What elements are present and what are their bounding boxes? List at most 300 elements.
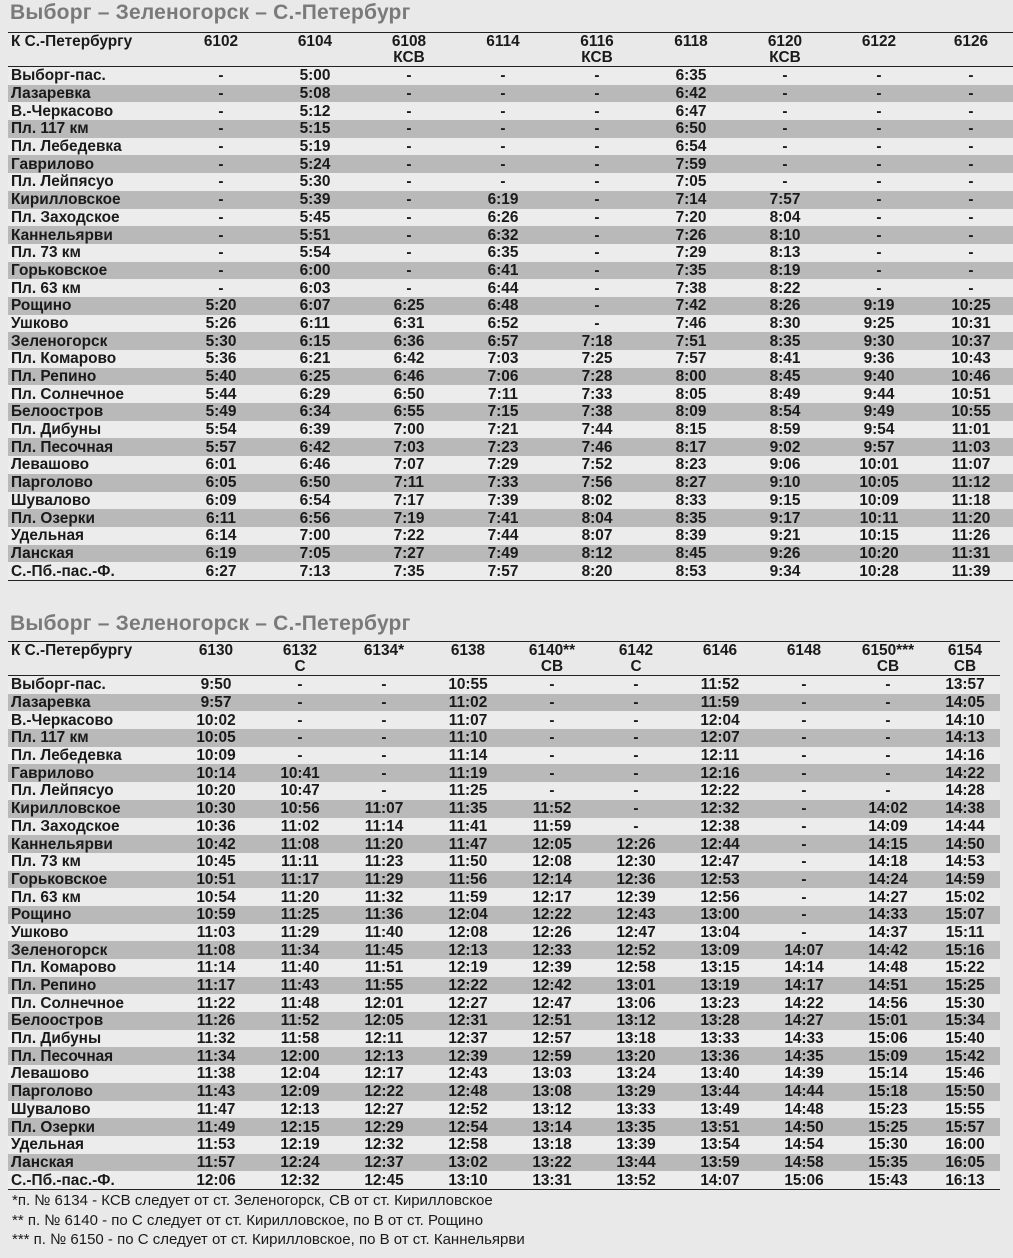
- train-number: 6118: [674, 33, 708, 50]
- station-row: [8, 155, 1013, 173]
- departure-time: -: [549, 711, 555, 729]
- departure-time: -: [381, 782, 387, 800]
- departure-time: 8:04: [581, 509, 613, 527]
- departure-time: 12:45: [364, 1171, 404, 1189]
- station-row: [8, 527, 1013, 545]
- departure-time: 6:42: [299, 438, 331, 456]
- departure-time: 14:07: [700, 1171, 740, 1189]
- departure-time: 6:46: [299, 456, 331, 474]
- departure-time: -: [406, 120, 412, 138]
- departure-time: 14:51: [868, 977, 908, 995]
- departure-time: 12:13: [280, 1100, 320, 1118]
- departure-time: 9:36: [863, 350, 895, 368]
- station-row: [8, 871, 1000, 889]
- train-number-header: [678, 642, 762, 676]
- departure-time: 11:29: [364, 870, 404, 888]
- departure-time: 14:18: [868, 853, 908, 871]
- departure-time: 12:48: [448, 1083, 488, 1101]
- departure-time: 11:18: [951, 491, 991, 509]
- station-row: [8, 562, 1013, 580]
- train-number: 6126: [953, 33, 989, 50]
- departure-time: 8:23: [675, 456, 707, 474]
- footnotes: [12, 1191, 525, 1250]
- departure-time: 12:30: [616, 853, 656, 871]
- station-row: [8, 332, 1013, 350]
- station-row: [8, 438, 1013, 456]
- departure-time: 7:49: [487, 544, 519, 562]
- departure-time: 13:09: [700, 941, 740, 959]
- departure-time: 13:12: [616, 1012, 656, 1030]
- departure-time: 14:14: [784, 959, 824, 977]
- departure-time: 8:02: [581, 491, 613, 509]
- departure-time: -: [218, 67, 224, 85]
- departure-time: 14:42: [868, 941, 908, 959]
- departure-time: -: [876, 244, 882, 262]
- departure-time: 14:54: [784, 1136, 824, 1154]
- station-row: [8, 853, 1000, 871]
- departure-time: 12:04: [448, 906, 488, 924]
- departure-time: 7:33: [581, 385, 613, 403]
- station-name: Пл. Заходское: [11, 208, 120, 226]
- departure-time: 15:18: [868, 1083, 908, 1101]
- departure-time: 9:49: [863, 403, 895, 421]
- departure-time: 13:54: [700, 1136, 740, 1154]
- departure-time: 11:59: [532, 817, 572, 835]
- departure-time: 10:54: [196, 888, 236, 906]
- departure-time: 7:06: [487, 368, 519, 386]
- departure-time: -: [801, 729, 807, 747]
- station-name: Белоостров: [11, 1012, 104, 1030]
- departure-time: 11:10: [448, 729, 488, 747]
- station-name: С.-Пб.-пас.-Ф.: [11, 562, 115, 580]
- station-row: [8, 1065, 1000, 1083]
- departure-time: -: [782, 85, 788, 103]
- departure-time: 12:37: [364, 1153, 404, 1171]
- departure-time: 6:07: [299, 297, 331, 315]
- departure-time: -: [633, 800, 639, 818]
- departure-time: 6:35: [675, 67, 707, 85]
- departure-time: 11:17: [196, 977, 236, 995]
- departure-time: 5:36: [205, 350, 237, 368]
- departure-time: 12:43: [448, 1065, 488, 1083]
- station-name: Пл. Репино: [11, 368, 97, 386]
- departure-time: 12:06: [196, 1171, 236, 1189]
- departure-time: 12:32: [280, 1171, 320, 1189]
- departure-time: 13:31: [532, 1171, 572, 1189]
- departure-time: 7:44: [581, 421, 613, 439]
- station-name: Выборг-пас.: [11, 67, 106, 85]
- station-name: Зеленогорск: [11, 941, 108, 959]
- departure-time: 10:28: [859, 562, 899, 580]
- departure-time: 7:11: [394, 474, 424, 492]
- departure-time: 10:09: [859, 491, 899, 509]
- footnote: *** п. № 6150 - по С следует от ст. Кирилловское, по В от ст. Каннельярви: [12, 1231, 525, 1248]
- departure-time: 14:50: [945, 835, 985, 853]
- departure-time: 8:00: [675, 368, 707, 386]
- departure-time: 5:40: [205, 368, 237, 386]
- departure-time: 12:33: [532, 941, 572, 959]
- departure-time: 14:58: [784, 1153, 824, 1171]
- departure-time: -: [876, 67, 882, 85]
- departure-time: -: [549, 747, 555, 765]
- departure-time: 12:59: [532, 1047, 572, 1065]
- departure-time: 10:37: [951, 332, 991, 350]
- departure-time: 10:51: [951, 385, 991, 403]
- departure-time: 11:12: [951, 474, 991, 492]
- departure-time: -: [594, 85, 600, 103]
- departure-time: 12:22: [532, 906, 572, 924]
- train-number-header: [510, 642, 594, 676]
- departure-time: 6:05: [205, 474, 237, 492]
- departure-time: 11:38: [196, 1065, 236, 1083]
- departure-time: -: [218, 244, 224, 262]
- departure-time: 13:23: [700, 994, 740, 1012]
- train-number-header: [456, 33, 550, 67]
- departure-time: 6:47: [675, 102, 707, 120]
- departure-time: 9:40: [863, 368, 895, 386]
- departure-time: -: [633, 676, 639, 694]
- departure-time: 13:51: [700, 1118, 740, 1136]
- station-name: Кирилловское: [11, 800, 121, 818]
- departure-time: -: [801, 923, 807, 941]
- departure-time: 7:05: [299, 544, 331, 562]
- station-name: Пл. Солнечное: [11, 994, 124, 1012]
- departure-time: 15:02: [945, 888, 985, 906]
- departure-time: 12:26: [616, 835, 656, 853]
- departure-time: 11:47: [196, 1100, 236, 1118]
- departure-time: 11:14: [364, 817, 404, 835]
- station-name: Пл. 73 км: [11, 244, 81, 262]
- departure-time: 14:48: [868, 959, 908, 977]
- station-name: Пл. 73 км: [11, 853, 81, 871]
- departure-time: -: [549, 782, 555, 800]
- train-number-header: [762, 642, 846, 676]
- departure-time: 12:22: [364, 1083, 404, 1101]
- station-name: Лазаревка: [11, 85, 91, 103]
- departure-time: -: [633, 711, 639, 729]
- departure-time: 9:02: [769, 438, 801, 456]
- departure-time: -: [633, 747, 639, 765]
- departure-time: 12:00: [280, 1047, 320, 1065]
- departure-time: 11:47: [448, 835, 488, 853]
- departure-time: 9:50: [200, 676, 232, 694]
- departure-time: 14:16: [945, 747, 985, 765]
- departure-time: 7:42: [675, 297, 707, 315]
- train-number: 6140**: [528, 642, 576, 659]
- departure-time: 15:16: [945, 941, 985, 959]
- departure-time: 12:38: [700, 817, 740, 835]
- departure-time: 8:45: [769, 368, 801, 386]
- station-name: Горьковское: [11, 870, 108, 888]
- departure-time: 11:31: [951, 544, 991, 562]
- station-row: [8, 262, 1013, 280]
- departure-time: 14:17: [784, 977, 824, 995]
- departure-time: 14:39: [784, 1065, 824, 1083]
- station-name: Пл. Солнечное: [11, 385, 124, 403]
- departure-time: 14:50: [784, 1118, 824, 1136]
- departure-time: -: [218, 279, 224, 297]
- departure-time: 5:12: [299, 102, 331, 120]
- departure-time: 7:27: [393, 544, 425, 562]
- direction-label: К С.-Петербургу: [11, 33, 133, 50]
- departure-time: 6:50: [393, 385, 425, 403]
- departure-time: -: [594, 191, 600, 209]
- timetable-2: [8, 641, 1000, 1190]
- departure-time: 5:44: [205, 385, 237, 403]
- train-number: 6150***: [861, 642, 915, 659]
- departure-time: 11:02: [280, 817, 320, 835]
- departure-time: 12:47: [700, 853, 740, 871]
- departure-time: 7:03: [487, 350, 519, 368]
- departure-time: 12:01: [364, 994, 404, 1012]
- departure-time: -: [876, 191, 882, 209]
- departure-time: 11:32: [364, 888, 404, 906]
- station-name: Удельная: [11, 527, 85, 545]
- station-name: Ушково: [11, 923, 69, 941]
- station-row: [8, 835, 1000, 853]
- departure-time: 6:14: [205, 527, 237, 545]
- departure-time: 12:43: [616, 906, 656, 924]
- departure-time: 12:14: [532, 870, 572, 888]
- station-row: [8, 818, 1000, 836]
- departure-time: -: [801, 676, 807, 694]
- train-number: 6130: [198, 642, 234, 659]
- departure-time: 12:52: [616, 941, 656, 959]
- departure-time: -: [381, 729, 387, 747]
- station-name: В.-Черкасово: [11, 711, 114, 729]
- departure-time: 7:03: [393, 438, 425, 456]
- departure-time: 11:40: [364, 923, 404, 941]
- departure-time: 10:51: [196, 870, 236, 888]
- departure-time: 13:33: [616, 1100, 656, 1118]
- station-row: [8, 924, 1000, 942]
- departure-time: 11:51: [364, 959, 404, 977]
- departure-time: -: [549, 764, 555, 782]
- station-row: [8, 747, 1000, 765]
- departure-time: 10:56: [280, 800, 320, 818]
- departure-time: 12:09: [280, 1083, 320, 1101]
- departure-time: -: [801, 764, 807, 782]
- departure-time: 12:27: [448, 994, 488, 1012]
- departure-time: -: [968, 120, 974, 138]
- station-row: [8, 85, 1013, 103]
- departure-time: -: [500, 173, 506, 191]
- station-row: [8, 694, 1000, 712]
- timetable-1-title: Выборг – Зеленогорск – С.-Петербург: [10, 1, 411, 24]
- departure-time: 15:30: [868, 1136, 908, 1154]
- departure-time: -: [500, 85, 506, 103]
- departure-time: 6:39: [299, 421, 331, 439]
- departure-time: 15:43: [868, 1171, 908, 1189]
- departure-time: 7:51: [675, 332, 707, 350]
- departure-time: 9:21: [769, 527, 801, 545]
- departure-time: 6:32: [487, 226, 519, 244]
- departure-time: 14:10: [945, 711, 985, 729]
- departure-time: 6:50: [299, 474, 331, 492]
- departure-time: -: [968, 173, 974, 191]
- departure-time: -: [594, 208, 600, 226]
- departure-time: -: [297, 694, 303, 712]
- departure-time: 5:30: [299, 173, 331, 191]
- departure-time: 8:09: [675, 403, 707, 421]
- departure-time: 8:35: [769, 332, 801, 350]
- departure-time: -: [218, 155, 224, 173]
- departure-time: 15:50: [945, 1083, 985, 1101]
- departure-time: -: [218, 191, 224, 209]
- departure-time: 5:20: [205, 297, 237, 315]
- departure-time: 8:15: [675, 421, 707, 439]
- departure-time: 15:34: [945, 1012, 985, 1030]
- departure-time: 11:19: [448, 764, 488, 782]
- departure-time: 14:59: [945, 870, 985, 888]
- departure-time: 13:12: [532, 1100, 572, 1118]
- departure-time: 11:08: [196, 941, 236, 959]
- departure-time: 6:50: [675, 120, 707, 138]
- departure-time: 15:09: [868, 1047, 908, 1065]
- departure-time: -: [885, 711, 891, 729]
- departure-time: 16:13: [945, 1171, 985, 1189]
- departure-time: -: [885, 694, 891, 712]
- departure-time: -: [406, 208, 412, 226]
- departure-time: 6:54: [299, 491, 331, 509]
- station-name: Ушково: [11, 314, 69, 332]
- departure-time: -: [218, 138, 224, 156]
- station-row: [8, 173, 1013, 191]
- departure-time: 11:58: [280, 1030, 320, 1048]
- departure-time: 12:11: [700, 747, 740, 765]
- station-row: [8, 782, 1000, 800]
- departure-time: -: [876, 173, 882, 191]
- train-number-header: [926, 33, 1013, 67]
- station-name: Пл. Заходское: [11, 817, 120, 835]
- station-row: [8, 1101, 1000, 1119]
- departure-time: -: [782, 173, 788, 191]
- station-name: Ланская: [11, 1153, 74, 1171]
- departure-time: 13:59: [700, 1153, 740, 1171]
- departure-time: 14:09: [868, 817, 908, 835]
- train-number: 6104: [297, 33, 333, 50]
- departure-time: -: [801, 782, 807, 800]
- departure-time: -: [801, 853, 807, 871]
- station-row: [8, 1118, 1000, 1136]
- timetable-2-header: [8, 642, 1000, 676]
- departure-time: -: [549, 694, 555, 712]
- departure-time: -: [801, 747, 807, 765]
- departure-time: -: [885, 747, 891, 765]
- departure-time: 7:52: [581, 456, 613, 474]
- train-number-header: [644, 33, 738, 67]
- departure-time: 8:39: [675, 527, 707, 545]
- departure-time: 15:06: [868, 1030, 908, 1048]
- departure-time: 13:20: [616, 1047, 656, 1065]
- departure-time: 10:59: [196, 906, 236, 924]
- departure-time: 5:45: [299, 208, 331, 226]
- departure-time: 6:29: [299, 385, 331, 403]
- departure-time: 12:07: [700, 729, 740, 747]
- station-row: [8, 279, 1013, 297]
- departure-time: -: [633, 729, 639, 747]
- train-number-header: [174, 642, 258, 676]
- departure-time: -: [876, 279, 882, 297]
- departure-time: -: [885, 782, 891, 800]
- departure-time: 6:41: [487, 261, 519, 279]
- departure-time: 10:05: [196, 729, 236, 747]
- station-name: С.-Пб.-пас.-Ф.: [11, 1171, 115, 1189]
- departure-time: 8:41: [769, 350, 801, 368]
- departure-time: -: [968, 191, 974, 209]
- departure-time: 14:37: [868, 923, 908, 941]
- train-number: 6116: [580, 33, 614, 50]
- departure-time: 6:44: [487, 279, 519, 297]
- departure-time: -: [500, 120, 506, 138]
- departure-time: 8:17: [675, 438, 707, 456]
- departure-time: -: [782, 138, 788, 156]
- station-name: Ланская: [11, 544, 74, 562]
- departure-time: 12:22: [700, 782, 740, 800]
- departure-time: 12:51: [532, 1012, 572, 1030]
- departure-time: 8:49: [769, 385, 801, 403]
- train-number-header: [594, 642, 678, 676]
- departure-time: 13:35: [616, 1118, 656, 1136]
- station-row: [8, 729, 1000, 747]
- departure-time: 6:11: [300, 314, 330, 332]
- departure-time: 12:32: [700, 800, 740, 818]
- departure-time: 7:00: [299, 527, 331, 545]
- station-name: Пл. Лебедевка: [11, 747, 122, 765]
- departure-time: 11:25: [280, 906, 320, 924]
- departure-time: 6:42: [675, 85, 707, 103]
- departure-time: 9:30: [863, 332, 895, 350]
- station-name: Рощино: [11, 906, 72, 924]
- train-number: 6122: [861, 33, 897, 50]
- departure-time: 11:59: [448, 888, 488, 906]
- train-number: 6138: [450, 642, 486, 659]
- departure-time: 14:07: [784, 941, 824, 959]
- departure-time: 14:33: [784, 1030, 824, 1048]
- departure-time: -: [968, 138, 974, 156]
- departure-time: 9:19: [863, 297, 895, 315]
- station-row: [8, 209, 1013, 227]
- departure-time: 11:49: [196, 1118, 236, 1136]
- departure-time: 12:58: [448, 1136, 488, 1154]
- departure-time: 8:33: [675, 491, 707, 509]
- station-name: Левашово: [11, 1065, 90, 1083]
- departure-time: 14:24: [868, 870, 908, 888]
- departure-time: 11:57: [196, 1153, 236, 1171]
- departure-time: 14:27: [868, 888, 908, 906]
- departure-time: 10:11: [859, 509, 899, 527]
- departure-time: 6:52: [487, 314, 519, 332]
- departure-time: 7:44: [487, 527, 519, 545]
- departure-time: 7:56: [581, 474, 613, 492]
- departure-time: 12:16: [700, 764, 740, 782]
- station-row: [8, 509, 1013, 527]
- departure-time: 14:15: [868, 835, 908, 853]
- departure-time: 10:31: [951, 314, 991, 332]
- station-name: Пл. Озерки: [11, 1118, 95, 1136]
- departure-time: 11:03: [196, 923, 236, 941]
- departure-time: 11:20: [951, 509, 991, 527]
- departure-time: 12:54: [448, 1118, 488, 1136]
- station-row: [8, 350, 1013, 368]
- departure-time: 15:23: [868, 1100, 908, 1118]
- departure-time: 7:39: [487, 491, 519, 509]
- departure-time: 12:47: [616, 923, 656, 941]
- train-note: С: [294, 658, 306, 675]
- departure-time: -: [218, 173, 224, 191]
- station-name: Пл. 63 км: [11, 888, 81, 906]
- departure-time: 13:03: [532, 1065, 572, 1083]
